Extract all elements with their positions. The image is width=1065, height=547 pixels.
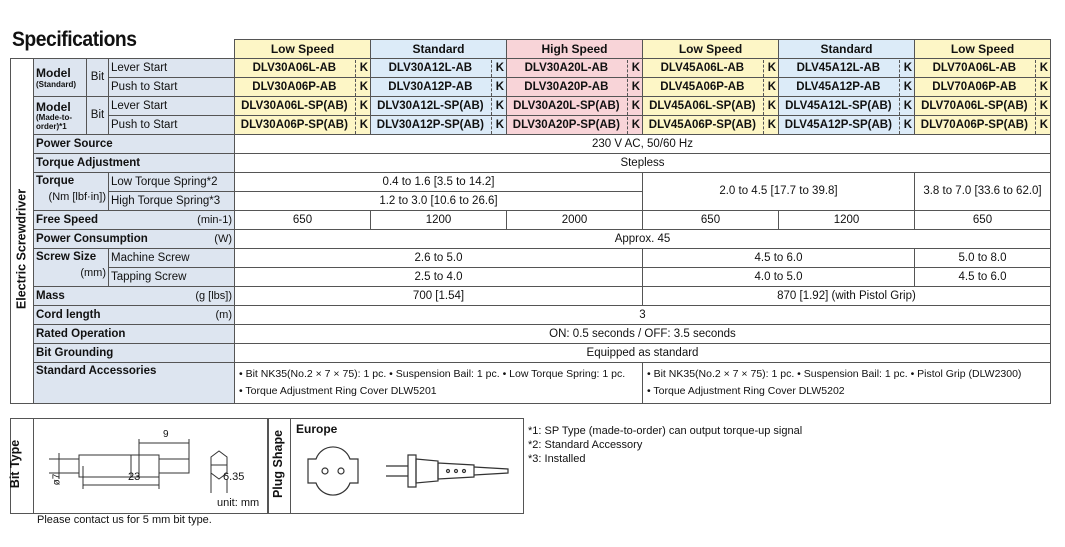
standard-accessories-row	[11, 363, 1051, 404]
accessory-line: • Torque Adjustment Ring Cover DLW5202	[647, 385, 845, 397]
high-torque-spring-label: High Torque Spring*3	[109, 192, 235, 211]
accessory-line: • Bit NK35(No.2 × 7 × 75): 1 pc. • Suspension Bail: 1 pc. • Pistol Grip (DLW2300)	[647, 368, 1022, 380]
torque-value: 2.0 to 4.5 [17.7 to 39.8]	[643, 173, 915, 211]
machine-screw-value: 4.5 to 6.0	[643, 249, 915, 268]
standard-accessories-label: Standard Accessories	[34, 363, 235, 404]
model-number: DLV45A12L-SP(AB)	[785, 99, 892, 112]
model-number: DLV70A06P-SP(AB)	[920, 118, 1028, 131]
k-suffix: K	[1035, 117, 1048, 134]
k-suffix: K	[627, 60, 640, 77]
machine-screw-label: Machine Screw	[109, 249, 235, 268]
footnote: *1: SP Type (made-to-order) can output torque-up signal	[528, 425, 803, 437]
model-sp-push-row	[11, 116, 1051, 135]
bit-type-label: Bit Type	[8, 439, 23, 489]
footer-note: Please contact us for 5 mm bit type.	[37, 514, 212, 526]
model-number: DLV45A06L-AB	[660, 61, 745, 74]
model-standard-push-row	[11, 78, 1051, 97]
model-number: DLV30A12P-AB	[388, 80, 473, 93]
model-number: DLV30A06L-AB	[252, 61, 337, 74]
model-standard-note: (Standard)	[36, 79, 76, 89]
k-suffix: K	[763, 98, 776, 115]
model-number: DLV30A12P-SP(AB)	[376, 118, 484, 131]
power-source-label: Power Source	[34, 135, 235, 154]
speed-header-row	[11, 40, 1051, 59]
speed-header: High Speed	[507, 40, 643, 59]
dim-23: 23	[128, 471, 141, 483]
push-to-start-label: Push to Start	[109, 116, 235, 135]
tapping-screw-row	[11, 268, 1051, 287]
free-speed-value: 1200	[371, 211, 507, 230]
power-consumption-value: Approx. 45	[235, 230, 1051, 249]
torque-unit: (Nm [lbf·in])	[48, 191, 106, 203]
machine-screw-value: 2.6 to 5.0	[235, 249, 643, 268]
power-consumption-label: Power Consumption	[36, 232, 148, 245]
machine-screw-row	[11, 249, 1051, 268]
model-number: DLV30A20L-SP(AB)	[513, 99, 620, 112]
tapping-screw-value: 4.0 to 5.0	[643, 268, 915, 287]
plug-drawing	[298, 443, 518, 503]
k-suffix: K	[355, 60, 368, 77]
footnote: *3: Installed	[528, 453, 586, 465]
speed-header: Low Speed	[915, 40, 1051, 59]
spec-table	[10, 39, 1051, 404]
speed-header: Low Speed	[235, 40, 371, 59]
free-speed-value: 650	[643, 211, 779, 230]
model-number: DLV70A06L-SP(AB)	[921, 99, 1028, 112]
bit-label: Bit	[87, 59, 109, 97]
machine-screw-value: 5.0 to 8.0	[915, 249, 1051, 268]
torque-low-row	[11, 173, 1051, 192]
model-label: Model	[36, 99, 71, 114]
bit-label: Bit	[87, 97, 109, 135]
k-suffix: K	[355, 79, 368, 96]
mass-value: 700 [1.54]	[235, 287, 643, 306]
model-number: DLV30A12L-AB	[388, 61, 473, 74]
model-number: DLV30A12L-SP(AB)	[377, 99, 484, 112]
footnote: *2: Standard Accessory	[528, 439, 643, 451]
model-number: DLV45A12P-AB	[796, 80, 881, 93]
power-consumption-row	[11, 230, 1051, 249]
torque-label: Torque	[36, 175, 75, 187]
rated-operation-row	[11, 325, 1051, 344]
free-speed-value: 650	[235, 211, 371, 230]
model-number: DLV30A20P-AB	[524, 80, 609, 93]
footnotes	[528, 424, 802, 466]
model-standard-lever-row	[11, 59, 1051, 78]
torque-adjustment-label: Torque Adjustment	[34, 154, 235, 173]
model-made-to-order-note: (Made-to-order)*1	[36, 112, 72, 131]
model-sp-lever-row	[11, 97, 1051, 116]
k-suffix: K	[627, 98, 640, 115]
speed-header: Low Speed	[643, 40, 779, 59]
model-number: DLV45A12P-SP(AB)	[784, 118, 892, 131]
k-suffix: K	[899, 79, 912, 96]
dim-9: 9	[163, 429, 169, 440]
free-speed-value: 650	[915, 211, 1051, 230]
low-torque-spring-label: Low Torque Spring*2	[109, 173, 235, 192]
push-to-start-label: Push to Start	[109, 78, 235, 97]
model-number: DLV30A06P-AB	[252, 80, 337, 93]
dim-6-35: 6.35	[223, 471, 245, 483]
speed-header: Standard	[371, 40, 507, 59]
model-number: DLV30A20L-AB	[524, 61, 609, 74]
k-suffix: K	[355, 117, 368, 134]
torque-adjustment-value: Stepless	[235, 154, 1051, 173]
free-speed-value: 2000	[507, 211, 643, 230]
power-source-row	[11, 135, 1051, 154]
k-suffix: K	[1035, 98, 1048, 115]
bit-type-box	[10, 418, 269, 514]
model-number: DLV30A06L-SP(AB)	[241, 99, 348, 112]
free-speed-label: Free Speed	[36, 213, 98, 226]
torque-value: 3.8 to 7.0 [33.6 to 62.0]	[915, 173, 1051, 211]
bit-grounding-row	[11, 344, 1051, 363]
free-speed-row	[11, 211, 1051, 230]
k-suffix: K	[1035, 60, 1048, 77]
side-label: Electric Screwdriver	[14, 188, 29, 310]
bit-grounding-label: Bit Grounding	[34, 344, 235, 363]
power-source-value: 230 V AC, 50/60 Hz	[235, 135, 1051, 154]
tapping-screw-label: Tapping Screw	[109, 268, 235, 287]
model-number: DLV30A06P-SP(AB)	[240, 118, 348, 131]
model-number: DLV45A06P-SP(AB)	[648, 118, 756, 131]
model-number: DLV45A06L-SP(AB)	[649, 99, 756, 112]
k-suffix: K	[763, 79, 776, 96]
cord-length-value: 3	[235, 306, 1051, 325]
torque-adjustment-row	[11, 154, 1051, 173]
accessory-line: • Bit NK35(No.2 × 7 × 75): 1 pc. • Suspension Bail: 1 pc. • Low Torque Spring: 1 pc.	[239, 368, 626, 380]
free-speed-value: 1200	[779, 211, 915, 230]
k-suffix: K	[763, 117, 776, 134]
free-speed-unit: (min-1)	[197, 213, 232, 226]
model-number: DLV30A20P-SP(AB)	[512, 118, 620, 131]
plug-shape-label: Plug Shape	[271, 429, 286, 499]
speed-header: Standard	[779, 40, 915, 59]
mass-unit: (g [lbs])	[195, 289, 232, 302]
k-suffix: K	[899, 60, 912, 77]
k-suffix: K	[491, 79, 504, 96]
screw-size-label: Screw Size	[36, 251, 97, 263]
k-suffix: K	[355, 98, 368, 115]
bit-grounding-value: Equipped as standard	[235, 344, 1051, 363]
lever-start-label: Lever Start	[109, 59, 235, 78]
plug-region: Europe	[296, 422, 338, 436]
k-suffix: K	[899, 117, 912, 134]
unit-label: unit: mm	[217, 497, 260, 509]
tapping-screw-value: 2.5 to 4.0	[235, 268, 643, 287]
cord-length-label: Cord length	[36, 308, 101, 321]
mass-label: Mass	[36, 289, 65, 302]
accessory-line: • Torque Adjustment Ring Cover DLW5201	[239, 385, 437, 397]
bit-drawing	[39, 427, 249, 497]
k-suffix: K	[491, 60, 504, 77]
screw-size-unit: (mm)	[80, 267, 106, 279]
k-suffix: K	[1035, 79, 1048, 96]
torque-value: 0.4 to 1.6 [3.5 to 14.2]	[235, 173, 643, 192]
mass-row	[11, 287, 1051, 306]
k-suffix: K	[627, 79, 640, 96]
page-title: Specifications	[12, 28, 137, 51]
rated-operation-label: Rated Operation	[34, 325, 235, 344]
plug-shape-box	[267, 418, 524, 514]
dim-7: ø7	[51, 473, 63, 486]
rated-operation-value: ON: 0.5 seconds / OFF: 3.5 seconds	[235, 325, 1051, 344]
cord-length-unit: (m)	[215, 308, 232, 321]
mass-value: 870 [1.92] (with Pistol Grip)	[643, 287, 1051, 306]
power-consumption-unit: (W)	[214, 232, 232, 245]
k-suffix: K	[627, 117, 640, 134]
side-label-cell	[11, 59, 34, 404]
torque-value: 1.2 to 3.0 [10.6 to 26.6]	[235, 192, 643, 211]
k-suffix: K	[491, 117, 504, 134]
model-label: Model	[36, 65, 71, 80]
k-suffix: K	[899, 98, 912, 115]
k-suffix: K	[491, 98, 504, 115]
model-number: DLV70A06L-AB	[932, 61, 1017, 74]
lever-start-label: Lever Start	[109, 97, 235, 116]
model-number: DLV45A12L-AB	[796, 61, 881, 74]
cord-length-row	[11, 306, 1051, 325]
k-suffix: K	[763, 60, 776, 77]
model-number: DLV70A06P-AB	[932, 80, 1017, 93]
tapping-screw-value: 4.5 to 6.0	[915, 268, 1051, 287]
model-number: DLV45A06P-AB	[660, 80, 745, 93]
